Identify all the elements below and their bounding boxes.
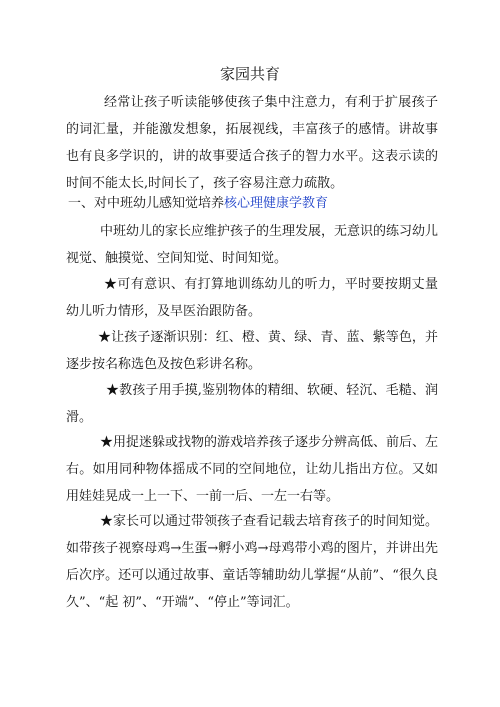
paragraph-touch-training: ★教孩子用手摸,鉴别物体的精细、软硬、轻沉、毛糙、润滑。 [66, 383, 438, 425]
paragraph-visual-development: 中班幼儿的家长应维护孩子的生理发展，无意识的练习幼儿视觉、触摸觉、空间知觉、时间知觉。 [66, 224, 439, 266]
section-heading-link[interactable]: 核心理健康学教育 [224, 196, 329, 211]
intro-paragraph: 经常让孩子听读能够使孩子集中注意力，有利于扩展孩子的词汇量，并能激发想象，拓展视线，丰富孩子的感情。讲故事也有良多学识的，讲的故事要适合孩子的智力水平。这表示读的时间不能太长,时间长了，孩子容易注意力疏散。 [66, 95, 438, 191]
paragraph-time-perception: ★家长可以通过带领孩子查看记载去培育孩子的时间知觉。如带孩子视察母鸡→生蛋→孵小鸡→母鸡带小鸡的图片，并讲出先后次序。还可以通过故事、童话等辅助幼儿掌握“从前”、“很久良久”、“起 初”、“开端”、“停止”等词汇。 [66, 514, 439, 610]
paragraph-hearing-training: ★可有意识、有打算地训练幼儿的听力，平时要按期丈量幼儿听力情形，及早医治跟防备。 [66, 277, 438, 319]
section-heading [68, 193, 440, 215]
section-heading-text: 一、对中班幼儿感知觉培养 [68, 196, 225, 211]
paragraph-color-recognition: ★让孩子逐渐识别：红、橙、黄、绿、青、蓝、紫等色，并逐步按名称选色及按色彩讲名称。 [66, 330, 438, 372]
paragraph-spatial-perception: ★用捉迷躲或找物的游戏培养孩子逐步分辨高低、前后、左右。如用同种物体摇成不同的空间地位，让幼儿指出方位。又如用娃娃晃成一上一下、一前一后、一左一右等。 [66, 435, 439, 504]
page-title: 家园共育 [219, 65, 280, 83]
